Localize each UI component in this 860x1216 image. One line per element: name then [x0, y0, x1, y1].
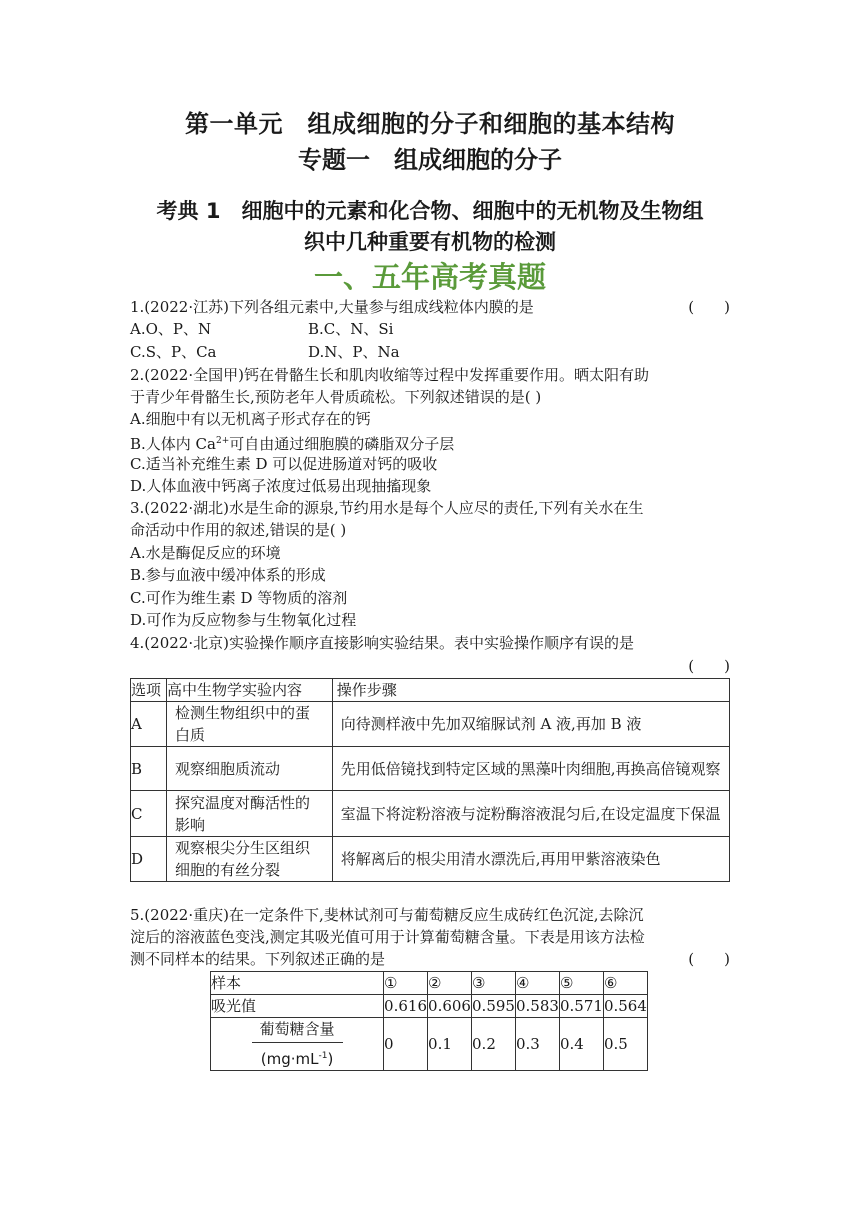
section-title: 一、五年高考真题 — [313, 260, 546, 294]
q2-option-b — [130, 430, 454, 455]
q2-option-d: D.人体血液中钙离子浓度过低易出现抽搐现象 — [130, 477, 432, 495]
q5-table — [210, 971, 648, 1071]
table-row-label: 样本 — [211, 972, 384, 995]
table-cell-sample: ④ — [516, 972, 560, 995]
q3-stem-line1: 3.(2022·湖北)水是生命的源泉,节约用水是每个人应尽的责任,下列有关水在生 — [130, 499, 644, 517]
table-row-label-glucose — [211, 1018, 384, 1071]
table-row — [131, 837, 730, 882]
table-row-absorbance — [211, 995, 648, 1018]
table-cell-absorbance: 0.583 — [516, 995, 560, 1018]
table-header-row — [131, 679, 730, 702]
q3-option-c: C.可作为维生素 D 等物质的溶剂 — [130, 589, 348, 607]
table-cell-steps: 向待测样液中先加双缩脲试剂 A 液,再加 B 液 — [332, 702, 729, 747]
table-cell-sample: ② — [428, 972, 472, 995]
table-cell-glucose: 0 — [384, 1018, 428, 1071]
table-row-label: 吸光值 — [211, 995, 384, 1018]
table-cell-glucose: 0.4 — [559, 1018, 603, 1071]
q5-stem-line1: 5.(2022·重庆)在一定条件下,斐林试剂可与葡萄糖反应生成砖红色沉淀,去除沉 — [130, 906, 644, 924]
table-cell-sample: ⑥ — [603, 972, 647, 995]
table-cell-steps: 室温下将淀粉溶液与淀粉酶溶液混匀后,在设定温度下保温 — [332, 791, 729, 837]
table-cell-option: B — [131, 747, 167, 791]
q2-option-b-post: 可自由通过细胞膜的磷脂双分子层 — [229, 435, 455, 453]
kaodian-title — [130, 196, 730, 258]
q1-option-d: D.N、P、Na — [308, 343, 400, 361]
q5-stem-line2: 淀后的溶液蓝色变浅,测定其吸光值可用于计算葡萄糖含量。下表是用该方法检 — [130, 928, 645, 946]
table-cell-option: C — [131, 791, 167, 837]
q1-stem: 1.(2022·江苏)下列各组元素中,大量参与组成线粒体内膜的是 — [130, 298, 534, 316]
q2-option-c: C.适当补充维生素 D 可以促进肠道对钙的吸收 — [130, 455, 438, 473]
table-row-glucose — [211, 1018, 648, 1071]
q4-stem: 4.(2022·北京)实验操作顺序直接影响实验结果。表中实验操作顺序有误的是 — [130, 634, 634, 652]
q5-stem-line3: 测不同样本的结果。下列叙述正确的是 — [130, 950, 386, 968]
table-cell-content: 检测生物组织中的蛋白质 — [166, 702, 332, 747]
unit-title: 第一单元 组成细胞的分子和细胞的基本结构 — [185, 110, 675, 138]
table-row-sample — [211, 972, 648, 995]
table-header-cell: 操作步骤 — [332, 679, 729, 702]
table-header-cell: 高中生物学实验内容 — [166, 679, 332, 702]
table-row — [131, 702, 730, 747]
glucose-unit-sup: -1 — [318, 1051, 328, 1061]
table-cell-absorbance: 0.571 — [559, 995, 603, 1018]
table-cell-sample: ③ — [472, 972, 516, 995]
table-cell-glucose: 0.1 — [428, 1018, 472, 1071]
kaodian-title-line1: 考典 1 细胞中的元素和化合物、细胞中的无机物及生物组 — [156, 199, 704, 223]
table-cell-content: 观察细胞质流动 — [166, 747, 332, 791]
q1-option-c: C.S、P、Ca — [130, 343, 217, 361]
q2-stem-line1: 2.(2022·全国甲)钙在骨骼生长和肌肉收缩等过程中发挥重要作用。晒太阳有助 — [130, 366, 649, 384]
table-cell-glucose: 0.2 — [472, 1018, 516, 1071]
q2-option-b-pre: B.人体内 Ca — [130, 435, 216, 453]
table-cell-option: A — [131, 702, 167, 747]
table-cell-sample: ⑤ — [559, 972, 603, 995]
glucose-denominator — [252, 1043, 343, 1070]
table-cell-absorbance: 0.606 — [428, 995, 472, 1018]
glucose-numerator: 葡萄糖含量 — [252, 1018, 343, 1043]
table-cell-absorbance: 0.595 — [472, 995, 516, 1018]
kaodian-title-line2: 织中几种重要有机物的检测 — [304, 230, 556, 254]
q1-option-b: B.C、N、Si — [308, 320, 394, 338]
q2-option-b-sup: 2+ — [215, 436, 230, 446]
glucose-unit-post: ) — [327, 1050, 334, 1068]
table-header-cell: 选项 — [131, 679, 167, 702]
table-cell-absorbance: 0.564 — [603, 995, 647, 1018]
table-row — [131, 747, 730, 791]
q4-table — [130, 678, 730, 882]
table-cell-content: 观察根尖分生区组织细胞的有丝分裂 — [166, 837, 332, 882]
q3-stem-line2: 命活动中作用的叙述,错误的是( ) — [130, 521, 347, 539]
q4-answer-paren: ( ) — [688, 657, 730, 675]
q2-option-a: A.细胞中有以无机离子形式存在的钙 — [130, 410, 371, 428]
table-cell-option: D — [131, 837, 167, 882]
table-cell-sample: ① — [384, 972, 428, 995]
table-cell-steps: 将解离后的根尖用清水漂洗后,再用甲紫溶液染色 — [332, 837, 729, 882]
q3-option-d: D.可作为反应物参与生物氧化过程 — [130, 611, 357, 629]
q1-option-a: A.O、P、N — [130, 320, 212, 338]
q2-stem-line2: 于青少年骨骼生长,预防老年人骨质疏松。下列叙述错误的是( ) — [130, 388, 542, 406]
table-cell-steps: 先用低倍镜找到特定区域的黑藻叶肉细胞,再换高倍镜观察 — [332, 747, 729, 791]
table-cell-glucose: 0.3 — [516, 1018, 560, 1071]
glucose-fraction — [252, 1018, 343, 1070]
glucose-unit-pre: (mg·mL — [260, 1050, 319, 1068]
table-row — [131, 791, 730, 837]
table-cell-content: 探究温度对酶活性的影响 — [166, 791, 332, 837]
q5-answer-paren: ( ) — [688, 950, 730, 968]
q3-option-b: B.参与血液中缓冲体系的形成 — [130, 566, 326, 584]
table-cell-glucose: 0.5 — [603, 1018, 647, 1071]
topic-title: 专题一 组成细胞的分子 — [298, 146, 562, 174]
q3-option-a: A.水是酶促反应的环境 — [130, 544, 281, 562]
q1-answer-paren: ( ) — [688, 298, 730, 316]
table-cell-absorbance: 0.616 — [384, 995, 428, 1018]
